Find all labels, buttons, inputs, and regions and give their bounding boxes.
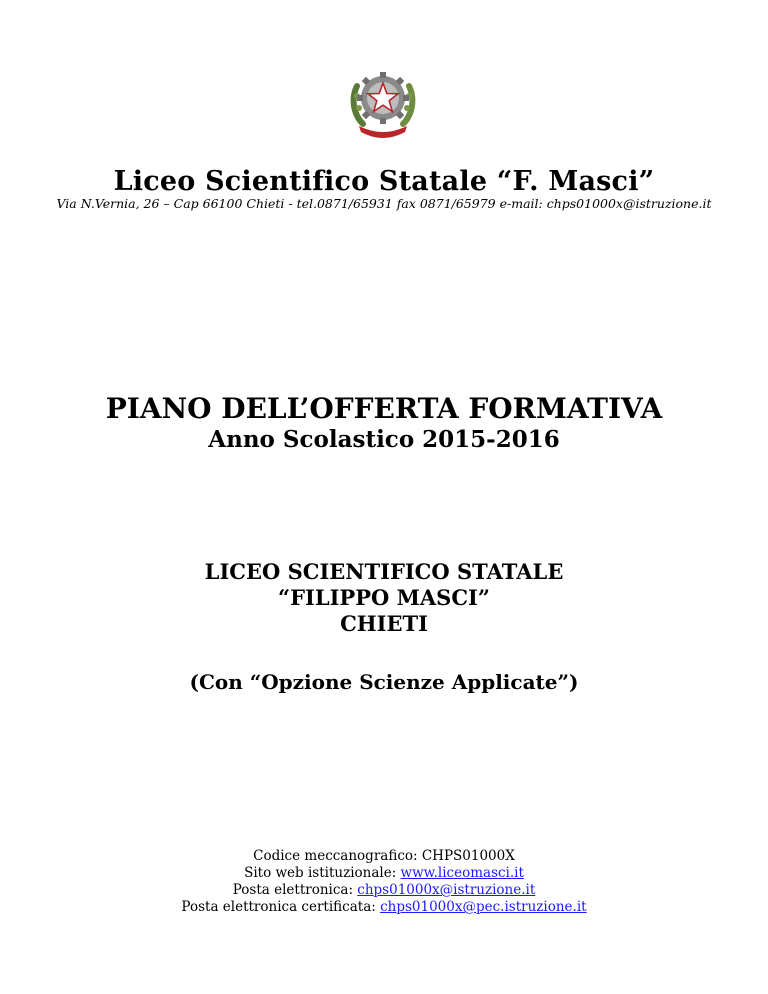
- institution-block: [0, 559, 768, 637]
- italian-republic-emblem-icon: [349, 66, 417, 138]
- institution-line-2: “FILIPPO MASCI”: [278, 585, 490, 610]
- email-label: Posta elettronica:: [232, 882, 358, 898]
- pec-label: Posta elettronica certificata:: [181, 899, 381, 915]
- email-line: [0, 882, 768, 899]
- school-year: Anno Scolastico 2015-2016: [208, 426, 560, 453]
- pec-line: [0, 899, 768, 916]
- institution-line-3: CHIETI: [340, 611, 428, 636]
- school-name: Liceo Scientifico Statale “F. Masci”: [113, 166, 655, 197]
- school-address: Via N.Vernia, 26 – Cap 66100 Chieti - tel.0871/65931 fax 0871/65979 e-mail: chps01000x@istruzione.it: [56, 196, 712, 211]
- contacts-block: [0, 848, 768, 916]
- mechanographic-code: Codice meccanografico: CHPS01000X: [253, 848, 515, 864]
- website-link[interactable]: www.liceomasci.it: [400, 865, 524, 881]
- pec-link[interactable]: chps01000x@pec.istruzione.it: [380, 899, 587, 915]
- website-label: Sito web istituzionale:: [244, 865, 401, 881]
- email-link[interactable]: chps01000x@istruzione.it: [357, 882, 536, 898]
- website-line: [0, 865, 768, 882]
- document-title: PIANO DELL’OFFERTA FORMATIVA: [105, 392, 663, 425]
- option-note: (Con “Opzione Scienze Applicate”): [189, 670, 579, 694]
- institution-line-1: LICEO SCIENTIFICO STATALE: [204, 559, 564, 584]
